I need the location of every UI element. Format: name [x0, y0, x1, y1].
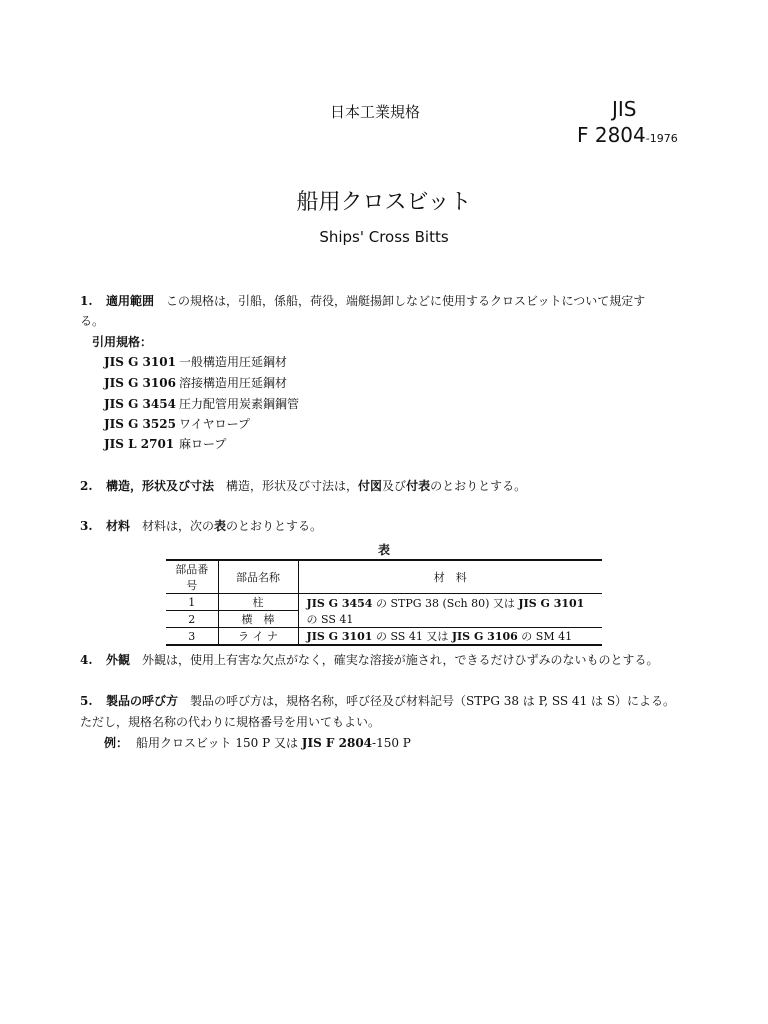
section-4-number: 4. — [80, 653, 93, 667]
document-title: 船用クロスビット — [296, 190, 472, 215]
table-ref: 表 — [214, 519, 227, 533]
material-standard: JIS G 3101 — [518, 596, 585, 610]
reference-item — [104, 396, 299, 412]
material-standard: JIS G 3101 — [306, 630, 373, 643]
reference-title: 一般構造用圧延鋼材 — [179, 355, 288, 369]
section-1-text-continued: る。 — [80, 314, 105, 328]
section-2 — [80, 478, 526, 494]
section-2-text: のとおりとする。 — [430, 479, 527, 493]
table-header-row — [166, 560, 602, 594]
section-2-text: 構造，形状及び寸法は， — [226, 479, 359, 493]
section-5-number: 5. — [80, 694, 93, 708]
column-header: 部品番号 — [166, 560, 218, 594]
example-code: JIS F 2804 — [301, 736, 373, 750]
section-1-number: 1. — [80, 294, 93, 308]
material-standard: JIS G 3106 — [451, 630, 518, 643]
part-number-cell: 1 — [166, 594, 218, 611]
section-5-heading: 製品の呼び方 — [106, 694, 179, 708]
material-text: の SS 41 — [306, 612, 354, 626]
material-cell — [298, 594, 602, 628]
material-cell — [298, 628, 602, 646]
designation-example — [104, 735, 411, 751]
reference-code: JIS G 3525 — [104, 417, 176, 431]
material-text: の SM 41 — [517, 630, 573, 643]
section-3-text: 材料は，次の — [142, 519, 215, 533]
material-text: の SS 41 又は — [372, 630, 452, 643]
reference-code: JIS G 3101 — [104, 355, 176, 369]
section-3-number: 3. — [80, 519, 93, 533]
column-header: 部品名称 — [218, 560, 298, 594]
example-label: 例： — [104, 736, 129, 750]
part-name-cell: 柱 — [218, 594, 298, 611]
annex-table-ref: 付表 — [406, 479, 431, 493]
section-4 — [80, 652, 659, 668]
section-1-heading: 適用範囲 — [106, 294, 155, 308]
code-number: F 2804 — [577, 123, 646, 147]
reference-code: JIS L 2701 — [104, 437, 175, 451]
section-5-text-continued: ただし，規格名称の代わりに規格番号を用いてもよい。 — [80, 715, 381, 729]
section-3-text: のとおりとする。 — [226, 519, 323, 533]
section-3 — [80, 518, 322, 534]
table-caption: 表 — [377, 543, 390, 557]
part-name-cell: 横 棒 — [218, 611, 298, 628]
section-2-heading: 構造，形状及び寸法 — [106, 479, 215, 493]
reference-code: JIS G 3106 — [104, 376, 176, 390]
reference-item — [104, 375, 287, 391]
section-4-text: 外観は，使用上有害な欠点がなく，確実な溶接が施され，できるだけひずみのないものとする。 — [142, 653, 659, 667]
table-row — [166, 594, 602, 611]
part-number-cell: 2 — [166, 611, 218, 628]
section-1-line-1 — [80, 293, 645, 309]
section-5-text: 製品の呼び方は，規格名称，呼び径及び材料記号（STPG 38 は P, SS 41 は S）による。 — [190, 694, 676, 708]
section-1-text: この規格は，引船，係船，荷役，端艇揚卸しなどに使用するクロスビットについて規定す — [166, 294, 646, 308]
standard-code — [577, 123, 678, 147]
part-number-cell: 3 — [166, 628, 218, 646]
reference-code: JIS G 3454 — [104, 397, 176, 411]
section-2-text: 及び — [382, 479, 407, 493]
code-year: -1976 — [645, 132, 678, 145]
example-text: -150 P — [372, 736, 411, 750]
section-3-heading: 材料 — [106, 519, 131, 533]
jis-label: JIS — [612, 97, 637, 121]
reference-title: 溶接構造用圧延鋼材 — [179, 376, 288, 390]
table-row — [166, 628, 602, 646]
column-header: 材 料 — [298, 560, 602, 594]
example-text: 船用クロスビット 150 P 又は — [136, 736, 302, 750]
materials-table — [166, 559, 602, 646]
reference-item — [104, 354, 287, 370]
reference-item — [104, 436, 226, 452]
references-label: 引用規格： — [92, 335, 153, 349]
section-2-number: 2. — [80, 479, 93, 493]
annex-figure-ref: 付図 — [358, 479, 383, 493]
material-standard: JIS G 3454 — [306, 596, 373, 610]
reference-title: 麻ロープ — [179, 437, 227, 451]
reference-title: 圧力配管用炭素鋼鋼管 — [179, 397, 300, 411]
section-5-line-1 — [80, 693, 675, 709]
document-subtitle: Ships' Cross Bitts — [319, 228, 449, 246]
reference-item — [104, 416, 250, 432]
part-name-cell: ラ イ ナ — [218, 628, 298, 646]
material-text: の STPG 38 (Sch 80) 又は — [372, 596, 519, 610]
section-4-heading: 外観 — [106, 653, 131, 667]
reference-title: ワイヤロープ — [179, 417, 251, 431]
standard-name: 日本工業規格 — [330, 103, 421, 121]
